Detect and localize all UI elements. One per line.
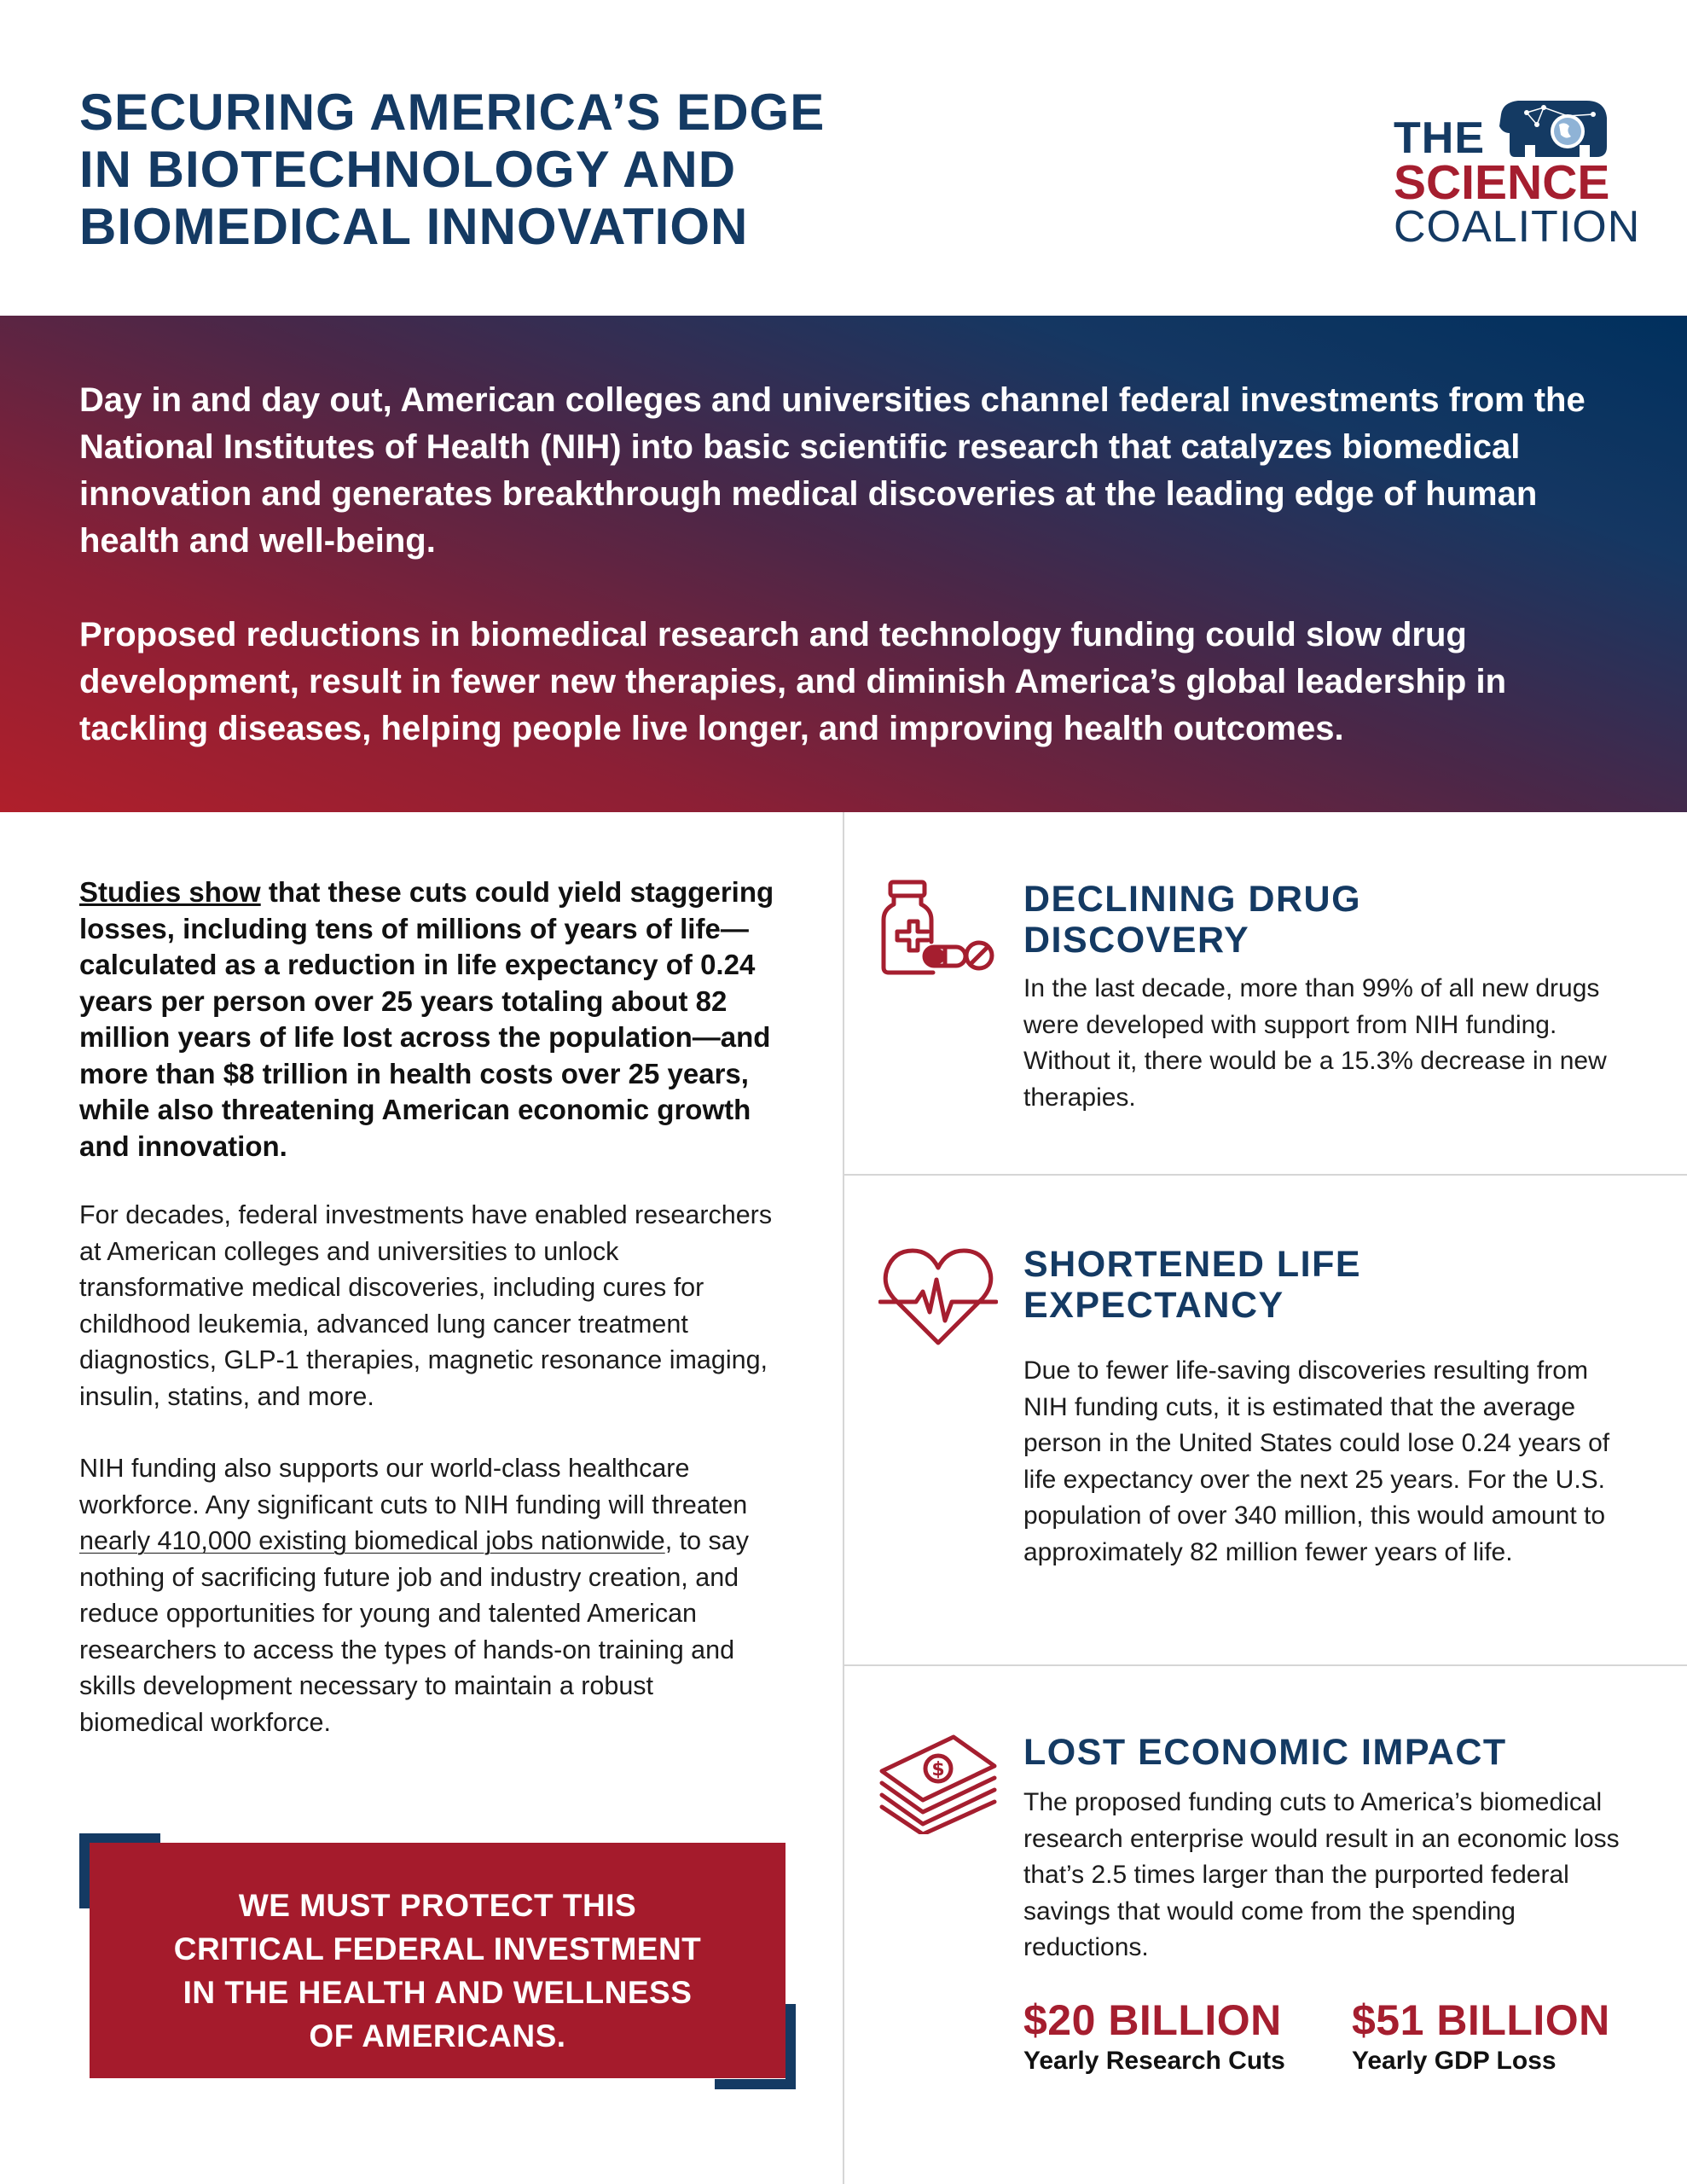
money-stack-icon <box>878 1732 998 1834</box>
intro-banner <box>0 316 1687 812</box>
logo-wordmark <box>1394 113 1641 252</box>
title-line: IN BIOTECHNOLOGY AND <box>79 141 737 198</box>
section-drug-discovery <box>878 879 1672 1152</box>
stat-value: $51 BILLION <box>1352 1996 1610 2044</box>
section-title-line: EXPECTANCY <box>1023 1285 1284 1326</box>
callout-box <box>79 1833 796 2089</box>
section-life-expectancy <box>878 1244 1672 1602</box>
section-body: In the last decade, more than 99% of all new drugs were developed with support from NIH funding. Without it, there would be a 15.3% decrease in new therapies. <box>1023 974 1607 1112</box>
section-body: Due to fewer life-saving discoveries resulting from NIH funding cuts, it is estimated that the average person in the United States could lose 0.24 years of life expectancy over the next 25 years. For the U.S. population of over 340 million, this would amount to approximately 82 million fewer years of life. <box>1023 1356 1610 1566</box>
callout-line: WE MUST PROTECT THIS <box>238 1888 637 1923</box>
lead-text: that these cuts could yield staggering losses, including tens of millions of years of life—calculated as a reduction in life expectancy of 0.24 years per person over 25 years totaling about 82 million years of life lost across the population—and more than $8 trillion in health costs over 25 years, while also threatening American economic growth and innovation. <box>79 876 774 1162</box>
section-title <box>1023 879 1672 961</box>
section-body: The proposed funding cuts to America’s biomedical research enterprise would result in an economic loss that’s 2.5 times larger than the purported federal savings that would come from the spending reductions. <box>1023 1788 1620 1961</box>
callout-line: CRITICAL FEDERAL INVESTMENT <box>173 1931 702 1966</box>
page-header <box>0 0 1687 316</box>
studies-show-link[interactable]: Studies show <box>79 876 261 908</box>
section-title-line: DECLINING DRUG <box>1023 879 1362 920</box>
logo-the: THE <box>1394 113 1485 163</box>
lead-paragraph <box>79 874 779 1165</box>
medicine-bottle-pill-icon <box>878 879 998 981</box>
section-title-line: SHORTENED LIFE <box>1023 1244 1362 1285</box>
callout-panel <box>90 1843 786 2078</box>
body-text: NIH funding also supports our world-class healthcare workforce. Any significant cuts to NIH funding will threaten <box>79 1454 748 1519</box>
body-text: , to say nothing of sacrificing future job and industry creation, and reduce opportunities for young and talented American researchers to access the types of hands-on training and skills development necessary to maintain a robust biomedical workforce. <box>79 1526 750 1737</box>
section-title-line: DISCOVERY <box>1023 920 1250 961</box>
section-title <box>1023 1244 1672 1326</box>
column-divider <box>843 812 844 2184</box>
biomedical-jobs-link[interactable]: nearly 410,000 existing biomedical jobs nationwide <box>79 1526 665 1555</box>
logo-coalition: COALITION <box>1394 202 1641 252</box>
stat-research-cuts <box>1023 1996 1285 2078</box>
callout-line: OF AMERICANS. <box>309 2018 566 2053</box>
callout-text <box>90 1884 786 2058</box>
heart-pulse-icon <box>878 1244 998 1346</box>
svg-text:$: $ <box>931 1759 945 1780</box>
title-line: BIOMEDICAL INNOVATION <box>79 198 749 255</box>
stat-label: Yearly Research Cuts <box>1023 2047 1285 2075</box>
corner-accent <box>715 2079 796 2089</box>
section-economic-impact <box>878 1732 1672 2090</box>
science-coalition-logo <box>1390 96 1641 252</box>
stat-value: $20 BILLION <box>1023 1996 1282 2044</box>
section-title <box>1023 1732 1672 1773</box>
section-divider <box>843 1174 1687 1176</box>
stat-label: Yearly GDP Loss <box>1352 2047 1557 2075</box>
section-title-line: LOST ECONOMIC IMPACT <box>1023 1732 1507 1773</box>
body-paragraph: For decades, federal investments have enabled researchers at American colleges and universities to unlock transformative medical discoveries, including cures for childhood leukemia, advanced lung cancer treatment diagnostics, GLP-1 therapies, magnetic resonance imaging, insulin, statins, and more. <box>79 1200 773 1411</box>
page-title <box>79 84 1017 255</box>
stat-gdp-loss <box>1352 1996 1610 2078</box>
callout-line: IN THE HEALTH AND WELLNESS <box>183 1975 693 2010</box>
logo-science: SCIENCE <box>1394 155 1610 210</box>
banner-paragraph: Day in and day out, American colleges and universities channel federal investments from the National Institutes of Health (NIH) into basic scientific research that catalyzes biomedical innovation and generates breakthrough medical discoveries at the leading edge of human health and well-being. <box>79 381 1586 560</box>
body-paragraph <box>79 1450 779 1740</box>
corner-accent <box>79 1833 90 1908</box>
title-line: SECURING AMERICA’S EDGE <box>79 84 826 141</box>
section-divider <box>843 1664 1687 1666</box>
corner-accent <box>786 2004 796 2089</box>
left-column <box>79 874 779 1776</box>
banner-paragraph: Proposed reductions in biomedical research and technology funding could slow drug development, result in fewer new therapies, and diminish America’s global leadership in tackling diseases, helping people live longer, and improving health outcomes. <box>79 616 1507 747</box>
